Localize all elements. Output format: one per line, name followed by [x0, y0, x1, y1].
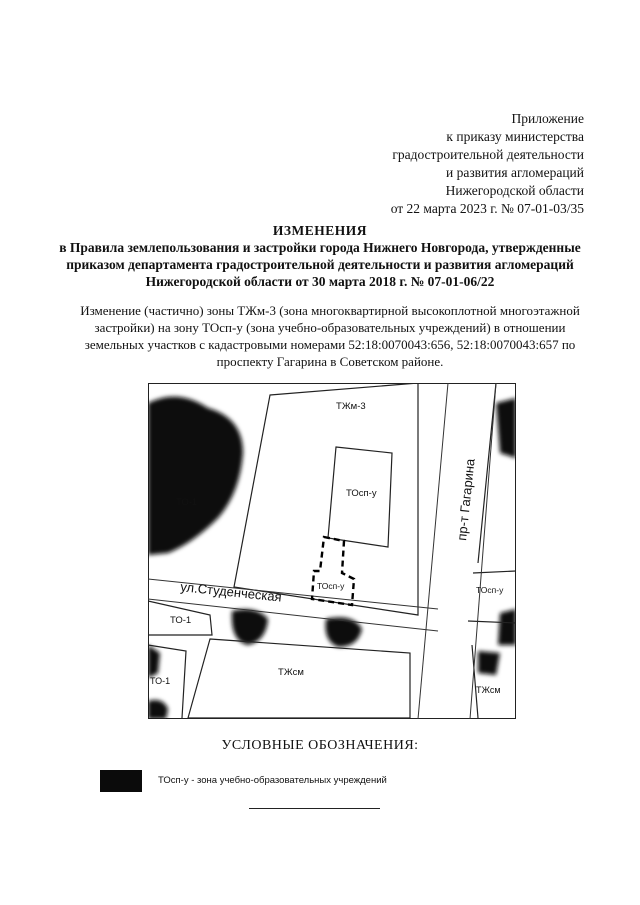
appendix-line: Нижегородской области: [445, 183, 584, 198]
label-tosp-right: ТОсп-у: [476, 585, 504, 595]
zoning-map: [148, 383, 516, 719]
label-avenue-gagarina: пр-т Гагарина: [454, 457, 478, 542]
appendix-line: к приказу министерства: [446, 129, 584, 144]
change-description: Изменение (частично) зоны ТЖм-3 (зона многоквартирной высокоплотной многоэтажной застройки) на зону ТОсп-у (зона учебно-образовательных учреждений) в отношении земельных участков с кадастровыми номерами 52:18:0070043:656, 52:18:0070043:657 по проспекту Гагарина в Советском районе.: [80, 303, 580, 369]
legend-title: УСЛОВНЫЕ ОБОЗНАЧЕНИЯ:: [221, 738, 419, 753]
label-tzhsm-right: ТЖсм: [476, 685, 501, 695]
label-to1-bottom-left: ТО-1: [150, 676, 171, 686]
label-to1-lower: ТО-1: [170, 615, 192, 626]
shading-right-2: [498, 609, 516, 645]
label-tosp-building: ТОсп-у: [346, 488, 377, 499]
appendix-line: Приложение: [511, 111, 584, 126]
appendix-line: и развития агломераций: [445, 165, 584, 180]
label-street-studencheskaya: ул.Студенческая: [179, 579, 283, 605]
appendix-block: [391, 110, 584, 218]
document-title: [0, 222, 640, 290]
title-heading: ИЗМЕНЕНИЯ: [272, 223, 368, 238]
legend-swatch: [100, 770, 142, 792]
label-tzhsm-center: ТЖсм: [278, 667, 304, 678]
label-tosp-changed: ТОсп-у: [317, 581, 345, 591]
title-subheading: в Правила землепользования и застройки города Нижнего Новгорода, утвержденные приказом департамента градостроительной деятельности и развития агломераций Нижегородской области от 30 марта 2018 г. № 07-01-06/22: [59, 240, 581, 289]
legend-item-label: ТОсп-у - зона учебно-образовательных учреждений: [158, 775, 387, 786]
appendix-line: градостроительной деятельности: [392, 147, 584, 162]
appendix-line: от 22 марта 2023 г. № 07-01-03/35: [390, 201, 584, 216]
label-to1-left: ТО-1: [176, 497, 198, 508]
label-tzhm3: ТЖм-3: [336, 401, 366, 412]
bottom-divider: [249, 808, 380, 809]
